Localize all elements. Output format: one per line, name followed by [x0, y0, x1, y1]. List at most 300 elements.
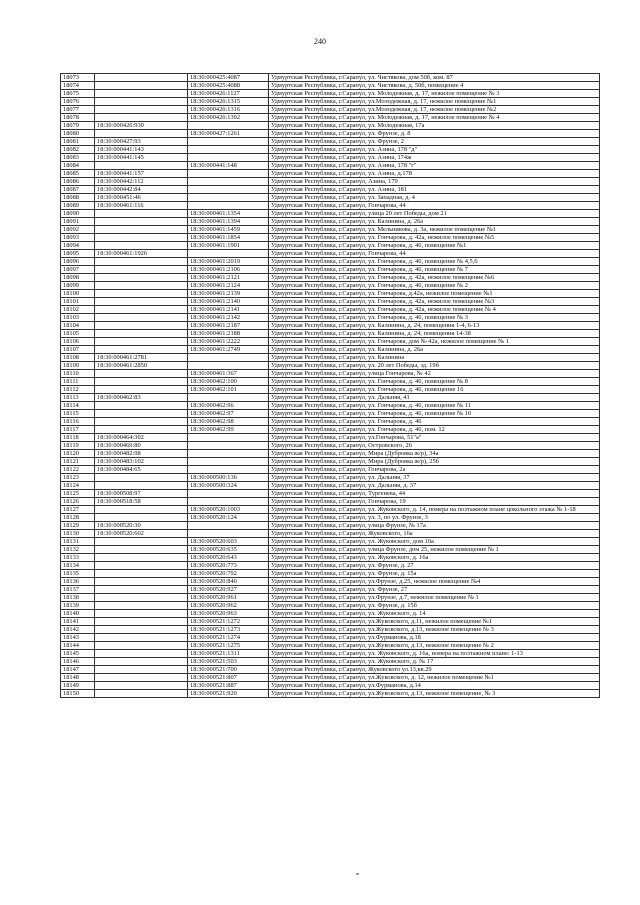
- cadastral-number-cell: [95, 410, 188, 418]
- row-number-cell: 18082: [61, 146, 95, 154]
- table-row: [61, 426, 600, 434]
- premises-cadastral-cell: 18:30:000461:2121: [188, 274, 269, 282]
- premises-cadastral-cell: 18:30:000462:101: [188, 386, 269, 394]
- premises-cadastral-cell: 18:30:000461:2106: [188, 266, 269, 274]
- table-row: [61, 634, 600, 642]
- table-row: [61, 362, 600, 370]
- address-cell: Удмуртская Республика, г.Сарапул, Мира (Дубровка ж/р), 25б: [269, 458, 600, 466]
- cadastral-number-cell: [95, 106, 188, 114]
- premises-cadastral-cell: 18:30:000461:2019: [188, 258, 269, 266]
- premises-cadastral-cell: 18:30:000520:603: [188, 538, 269, 546]
- premises-cadastral-cell: 18:30:000500:324: [188, 482, 269, 490]
- cadastral-number-cell: 18:30:000442:84: [95, 186, 188, 194]
- premises-cadastral-cell: 18:30:000425:4087: [188, 74, 269, 82]
- row-number-cell: 18077: [61, 106, 95, 114]
- cadastral-number-cell: [95, 690, 188, 698]
- row-number-cell: 18125: [61, 490, 95, 498]
- registry-table: [60, 73, 600, 698]
- premises-cadastral-cell: 18:30:000461:2188: [188, 330, 269, 338]
- premises-cadastral-cell: 18:30:000462:99: [188, 426, 269, 434]
- address-cell: Удмуртская Республика, г.Сарапул, ул. Гончарова, д. 46, помещение № 3: [269, 314, 600, 322]
- premises-cadastral-cell: 18:30:000520:961: [188, 594, 269, 602]
- table-row: [61, 106, 600, 114]
- row-number-cell: 18113: [61, 394, 95, 402]
- cadastral-number-cell: 18:30:000482:98: [95, 450, 188, 458]
- address-cell: Удмуртская Республика, г.Сарапул, ул. Калинина, д. 26а: [269, 218, 600, 226]
- row-number-cell: 18080: [61, 130, 95, 138]
- registry-table-body: [61, 74, 600, 698]
- table-row: [61, 122, 600, 130]
- address-cell: Удмуртская Республика, г.Сарапул, ул.Жуковского, д.13, нежилое помещение № 3: [269, 626, 600, 634]
- cadastral-number-cell: [95, 642, 188, 650]
- table-row: [61, 346, 600, 354]
- table-row: [61, 242, 600, 250]
- row-number-cell: 18148: [61, 674, 95, 682]
- address-cell: Удмуртская Республика, г.Сарапул, ул. Жуковского, д. № 17: [269, 658, 600, 666]
- premises-cadastral-cell: 18:30:000520:927: [188, 586, 269, 594]
- table-row: [61, 266, 600, 274]
- row-number-cell: 18086: [61, 178, 95, 186]
- table-row: [61, 570, 600, 578]
- row-number-cell: 18117: [61, 426, 95, 434]
- premises-cadastral-cell: 18:30:000461:367: [188, 370, 269, 378]
- address-cell: Удмуртская Республика, г.Сарапул, Тургенева, 44: [269, 490, 600, 498]
- address-cell: Удмуртская Республика, г.Сарапул, Островского, 26: [269, 442, 600, 450]
- row-number-cell: 18123: [61, 474, 95, 482]
- address-cell: Удмуртская Республика, г.Сарапул, ул. Калинина, д. 24, помещения 1-4, 6-13: [269, 322, 600, 330]
- address-cell: Удмуртская Республика, г.Сарапул, Жуковского, 16а: [269, 530, 600, 538]
- premises-cadastral-cell: 18:30:000461:2141: [188, 306, 269, 314]
- premises-cadastral-cell: [188, 186, 269, 194]
- table-row: [61, 578, 600, 586]
- premises-cadastral-cell: 18:30:000461:1854: [188, 234, 269, 242]
- premises-cadastral-cell: [188, 490, 269, 498]
- cadastral-number-cell: [95, 610, 188, 618]
- row-number-cell: 18084: [61, 162, 95, 170]
- row-number-cell: 18096: [61, 258, 95, 266]
- table-row: [61, 514, 600, 522]
- premises-cadastral-cell: [188, 138, 269, 146]
- cadastral-number-cell: 18:30:000462:83: [95, 394, 188, 402]
- premises-cadastral-cell: 18:30:000441:148: [188, 162, 269, 170]
- cadastral-number-cell: [95, 474, 188, 482]
- cadastral-number-cell: [95, 618, 188, 626]
- cadastral-number-cell: [95, 506, 188, 514]
- row-number-cell: 18088: [61, 194, 95, 202]
- address-cell: Удмуртская Республика, г.Сарапул, Жуковского ул.13,кв.29: [269, 666, 600, 674]
- table-row: [61, 114, 600, 122]
- row-number-cell: 18083: [61, 154, 95, 162]
- table-row: [61, 690, 600, 698]
- address-cell: Удмуртская Республика, г.Сарапул, Гончарова, 44: [269, 250, 600, 258]
- row-number-cell: 18137: [61, 586, 95, 594]
- address-cell: Удмуртская Республика, г.Сарапул, ул. Гончарова, д. 42а, нежилое помещение № 4: [269, 306, 600, 314]
- address-cell: Удмуртская Республика, г.Сарапул, ул. Жуковского, д. 14: [269, 610, 600, 618]
- row-number-cell: 18074: [61, 82, 95, 90]
- address-cell: Удмуртская Республика, г.Сарапул, улица Гончарова, № 42: [269, 370, 600, 378]
- row-number-cell: 18101: [61, 298, 95, 306]
- table-row: [61, 506, 600, 514]
- address-cell: Удмуртская Республика, г.Сарапул, ул.Фрунзе, д.25, нежилое помещение №4: [269, 578, 600, 586]
- address-cell: Удмуртская Республика, г.Сарапул, ул. Азина, 178 "г": [269, 162, 600, 170]
- row-number-cell: 18122: [61, 466, 95, 474]
- address-cell: Удмуртская Республика, г.Сарапул, ул. Жуковского, д. 16а: [269, 554, 600, 562]
- address-cell: Удмуртская Республика, г.Сарапул, ул.Фрунзе, д.7, нежилое помещение № 1: [269, 594, 600, 602]
- row-number-cell: 18093: [61, 234, 95, 242]
- table-row: [61, 562, 600, 570]
- table-row: [61, 306, 600, 314]
- cadastral-number-cell: [95, 562, 188, 570]
- address-cell: Удмуртская Республика, г.Сарапул, ул. Гончарова, д. 42а, нежилое помещение №3: [269, 298, 600, 306]
- address-cell: Удмуртская Республика, г.Сарапул, ул. Азина, 181: [269, 186, 600, 194]
- address-cell: Удмуртская Республика, г.Сарапул, ул.Жуковского, д.13, нежилое помещение, № 3: [269, 690, 600, 698]
- premises-cadastral-cell: [188, 122, 269, 130]
- address-cell: Удмуртская Республика, г.Сарапул, Мира (Дубровка ж/р), 34а: [269, 450, 600, 458]
- table-row: [61, 258, 600, 266]
- table-row: [61, 442, 600, 450]
- row-number-cell: 18121: [61, 458, 95, 466]
- premises-cadastral-cell: 18:30:000520:963: [188, 610, 269, 618]
- premises-cadastral-cell: [188, 442, 269, 450]
- scan-speck: [356, 873, 359, 875]
- table-row: [61, 314, 600, 322]
- table-row: [61, 682, 600, 690]
- premises-cadastral-cell: [188, 498, 269, 506]
- table-row: [61, 458, 600, 466]
- table-row: [61, 618, 600, 626]
- cadastral-number-cell: [95, 586, 188, 594]
- address-cell: Удмуртская Республика, г.Сарапул, ул. Фрунзе, д. 15б: [269, 602, 600, 610]
- row-number-cell: 18110: [61, 370, 95, 378]
- cadastral-number-cell: [95, 90, 188, 98]
- premises-cadastral-cell: 18:30:000461:2222: [188, 338, 269, 346]
- cadastral-number-cell: [95, 538, 188, 546]
- address-cell: Удмуртская Республика, г.Сарапул, улица Фрунзе, дом 25, нежилое помещение № 1: [269, 546, 600, 554]
- row-number-cell: 18090: [61, 210, 95, 218]
- address-cell: Удмуртская Республика, г.Сарапул, ул.Фурманова, д.18: [269, 634, 600, 642]
- table-row: [61, 642, 600, 650]
- premises-cadastral-cell: 18:30:000427:1261: [188, 130, 269, 138]
- address-cell: Удмуртская Республика, г.Сарапул, ул. Гончарова, д. 42а, нежилое помещение №5: [269, 234, 600, 242]
- cadastral-number-cell: [95, 682, 188, 690]
- table-row: [61, 402, 600, 410]
- table-row: [61, 330, 600, 338]
- table-row: [61, 418, 600, 426]
- row-number-cell: 18089: [61, 202, 95, 210]
- cadastral-number-cell: [95, 338, 188, 346]
- row-number-cell: 18145: [61, 650, 95, 658]
- row-number-cell: 18107: [61, 346, 95, 354]
- premises-cadastral-cell: 18:30:000520:643: [188, 554, 269, 562]
- table-row: [61, 394, 600, 402]
- premises-cadastral-cell: 18:30:000426:1316: [188, 106, 269, 114]
- page-number: 240: [314, 37, 326, 46]
- cadastral-number-cell: 18:30:000426:930: [95, 122, 188, 130]
- address-cell: Удмуртская Республика, г.Сарапул, ул. Калинина: [269, 354, 600, 362]
- address-cell: Удмуртская Республика, г.Сарапул, ул. Дальняя, д. 37: [269, 482, 600, 490]
- cadastral-number-cell: [95, 242, 188, 250]
- cadastral-number-cell: [95, 602, 188, 610]
- row-number-cell: 18120: [61, 450, 95, 458]
- row-number-cell: 18139: [61, 602, 95, 610]
- row-number-cell: 18104: [61, 322, 95, 330]
- cadastral-number-cell: 18:30:000441:157: [95, 170, 188, 178]
- premises-cadastral-cell: [188, 466, 269, 474]
- cadastral-number-cell: [95, 114, 188, 122]
- table-row: [61, 274, 600, 282]
- table-row: [61, 650, 600, 658]
- row-number-cell: 18073: [61, 74, 95, 82]
- premises-cadastral-cell: 18:30:000521:503: [188, 658, 269, 666]
- table-row: [61, 298, 600, 306]
- row-number-cell: 18103: [61, 314, 95, 322]
- premises-cadastral-cell: 18:30:000521:700: [188, 666, 269, 674]
- premises-cadastral-cell: [188, 146, 269, 154]
- premises-cadastral-cell: [188, 202, 269, 210]
- table-row: [61, 130, 600, 138]
- premises-cadastral-cell: 18:30:000461:1354: [188, 210, 269, 218]
- table-row: [61, 186, 600, 194]
- row-number-cell: 18146: [61, 658, 95, 666]
- row-number-cell: 18119: [61, 442, 95, 450]
- address-cell: Удмуртская Республика, г.Сарапул, ул. Молодежная, 17а: [269, 122, 600, 130]
- cadastral-number-cell: [95, 634, 188, 642]
- premises-cadastral-cell: [188, 170, 269, 178]
- address-cell: Удмуртская Республика, г.Сарапул, ул. Гончарова, д. 46: [269, 418, 600, 426]
- row-number-cell: 18131: [61, 538, 95, 546]
- cadastral-number-cell: [95, 674, 188, 682]
- address-cell: Удмуртская Республика, г.Сарапул, ул. Западная, д. 4: [269, 194, 600, 202]
- premises-cadastral-cell: 18:30:000520:962: [188, 602, 269, 610]
- row-number-cell: 18111: [61, 378, 95, 386]
- address-cell: Удмуртская Республика, г.Сарапул, ул. Чистякова, д. 50б, помещение 4: [269, 82, 600, 90]
- table-row: [61, 538, 600, 546]
- cadastral-number-cell: [95, 554, 188, 562]
- table-row: [61, 378, 600, 386]
- premises-cadastral-cell: 18:30:000520:773: [188, 562, 269, 570]
- row-number-cell: 18126: [61, 498, 95, 506]
- address-cell: Удмуртская Республика, г.Сарапул, ул. Азина, 178 "д": [269, 146, 600, 154]
- premises-cadastral-cell: 18:30:000461:1901: [188, 242, 269, 250]
- address-cell: Удмуртская Республика, г.Сарапул, ул. Фрунзе, д. 8: [269, 130, 600, 138]
- premises-cadastral-cell: 18:30:000520:124: [188, 514, 269, 522]
- premises-cadastral-cell: [188, 394, 269, 402]
- address-cell: Удмуртская Республика, г.Сарапул, ул. Фрунзе, д. 15а: [269, 570, 600, 578]
- table-row: [61, 474, 600, 482]
- address-cell: Удмуртская Республика, г.Сарапул, Гончарова, 19: [269, 498, 600, 506]
- row-number-cell: 18087: [61, 186, 95, 194]
- address-cell: Удмуртская Республика, г.Сарапул, ул. Жуковского, д. 14, помера на поэтажном плане цокольного этажа № 1-18: [269, 506, 600, 514]
- row-number-cell: 18128: [61, 514, 95, 522]
- premises-cadastral-cell: 18:30:000462:96: [188, 402, 269, 410]
- table-row: [61, 146, 600, 154]
- table-row: [61, 674, 600, 682]
- cadastral-number-cell: [95, 82, 188, 90]
- cadastral-number-cell: [95, 482, 188, 490]
- cadastral-number-cell: 18:30:000520:602: [95, 530, 188, 538]
- address-cell: Удмуртская Республика, г.Сарапул, ул. Чистякова, дом 50б, ком. 87: [269, 74, 600, 82]
- cadastral-number-cell: [95, 330, 188, 338]
- address-cell: Удмуртская Республика, г.Сарапул, ул. Азина, д.178: [269, 170, 600, 178]
- cadastral-number-cell: [95, 306, 188, 314]
- address-cell: Удмуртская Республика, г.Сарапул, ул. Калинина, д. 24, помещения 14-38: [269, 330, 600, 338]
- row-number-cell: 18109: [61, 362, 95, 370]
- row-number-cell: 18150: [61, 690, 95, 698]
- premises-cadastral-cell: [188, 450, 269, 458]
- address-cell: Удмуртская Республика, г.Сарапул, ул. Фрунзе, 2: [269, 138, 600, 146]
- table-row: [61, 250, 600, 258]
- row-number-cell: 18095: [61, 250, 95, 258]
- premises-cadastral-cell: [188, 194, 269, 202]
- table-row: [61, 410, 600, 418]
- cadastral-number-cell: [95, 74, 188, 82]
- cadastral-number-cell: [95, 626, 188, 634]
- address-cell: Удмуртская Республика, г.Сарапул, ул.Молодежная, д. 17, нежилое помещение №2: [269, 106, 600, 114]
- premises-cadastral-cell: [188, 354, 269, 362]
- table-row: [61, 610, 600, 618]
- premises-cadastral-cell: 18:30:000461:2124: [188, 282, 269, 290]
- cadastral-number-cell: 18:30:000484:65: [95, 466, 188, 474]
- address-cell: Удмуртская Республика, г.Сарапул, ул. Калинина, д. 26а: [269, 346, 600, 354]
- address-cell: Удмуртская Республика, г.Сарапул, Азина, 179: [269, 178, 600, 186]
- table-row: [61, 74, 600, 82]
- premises-cadastral-cell: [188, 250, 269, 258]
- table-row: [61, 194, 600, 202]
- row-number-cell: 18092: [61, 226, 95, 234]
- address-cell: Удмуртская Республика, г.Сарапул, ул. Гончарова, д. 46, пом. 12: [269, 426, 600, 434]
- address-cell: Удмуртская Республика, г.Сарапул, ул.Жуковского, д.13, нежилое помещение № 2: [269, 642, 600, 650]
- row-number-cell: 18135: [61, 570, 95, 578]
- row-number-cell: 18144: [61, 642, 95, 650]
- cadastral-number-cell: 18:30:000483:102: [95, 458, 188, 466]
- address-cell: Удмуртская Республика, г.Сарапул, ул. Гончарова, д. 46, помещение № 8: [269, 378, 600, 386]
- premises-cadastral-cell: 18:30:000462:97: [188, 410, 269, 418]
- row-number-cell: 18106: [61, 338, 95, 346]
- row-number-cell: 18108: [61, 354, 95, 362]
- table-row: [61, 234, 600, 242]
- cadastral-number-cell: 18:30:000461:1926: [95, 250, 188, 258]
- table-row: [61, 290, 600, 298]
- table-row: [61, 178, 600, 186]
- row-number-cell: 18097: [61, 266, 95, 274]
- table-row: [61, 154, 600, 162]
- address-cell: Удмуртская Республика, г.Сарапул, ул. Дальняя, 37: [269, 474, 600, 482]
- table-row: [61, 658, 600, 666]
- row-number-cell: 18138: [61, 594, 95, 602]
- row-number-cell: 18143: [61, 634, 95, 642]
- row-number-cell: 18079: [61, 122, 95, 130]
- table-row: [61, 434, 600, 442]
- row-number-cell: 18099: [61, 282, 95, 290]
- cadastral-number-cell: [95, 594, 188, 602]
- address-cell: Удмуртская Республика, г.Сарапул, ул. 3, по ул. Фрунзе, 3: [269, 514, 600, 522]
- cadastral-number-cell: 18:30:000441:145: [95, 154, 188, 162]
- row-number-cell: 18115: [61, 410, 95, 418]
- table-row: [61, 226, 600, 234]
- cadastral-number-cell: [95, 514, 188, 522]
- table-row: [61, 522, 600, 530]
- address-cell: Удмуртская Республика, г.Сарапул, ул. 20 лет Победы, зд. 19б: [269, 362, 600, 370]
- premises-cadastral-cell: [188, 362, 269, 370]
- cadastral-number-cell: 18:30:000469:80: [95, 442, 188, 450]
- row-number-cell: 18134: [61, 562, 95, 570]
- premises-cadastral-cell: [188, 458, 269, 466]
- address-cell: Удмуртская Республика, г.Сарапул, ул.Жуковского, д. 12, нежилое помещение №1: [269, 674, 600, 682]
- table-row: [61, 482, 600, 490]
- cadastral-number-cell: [95, 314, 188, 322]
- cadastral-number-cell: 18:30:000461:2850: [95, 362, 188, 370]
- cadastral-number-cell: [95, 226, 188, 234]
- cadastral-number-cell: [95, 234, 188, 242]
- address-cell: Удмуртская Республика, г.Сарапул, ул. Гончарова, дом № 42а, нежилое помещение № 1: [269, 338, 600, 346]
- premises-cadastral-cell: 18:30:000520:792: [188, 570, 269, 578]
- cadastral-number-cell: [95, 370, 188, 378]
- table-row: [61, 530, 600, 538]
- cadastral-number-cell: [95, 290, 188, 298]
- row-number-cell: 18127: [61, 506, 95, 514]
- table-row: [61, 450, 600, 458]
- premises-cadastral-cell: [188, 434, 269, 442]
- row-number-cell: 18136: [61, 578, 95, 586]
- cadastral-number-cell: [95, 386, 188, 394]
- cadastral-number-cell: [95, 210, 188, 218]
- row-number-cell: 18132: [61, 546, 95, 554]
- table-row: [61, 666, 600, 674]
- address-cell: Удмуртская Республика, г.Сарапул, ул. Азина, 174ж: [269, 154, 600, 162]
- premises-cadastral-cell: [188, 530, 269, 538]
- premises-cadastral-cell: 18:30:000461:1459: [188, 226, 269, 234]
- cadastral-number-cell: [95, 426, 188, 434]
- address-cell: Удмуртская Республика, г.Сарапул, ул. Мельникова, д. 3а, нежилое помещение №1: [269, 226, 600, 234]
- address-cell: Удмуртская Республика, г.Сарапул, ул. Гончарова, д. 46, помещение № 11: [269, 402, 600, 410]
- cadastral-number-cell: [95, 378, 188, 386]
- table-row: [61, 202, 600, 210]
- row-number-cell: 18133: [61, 554, 95, 562]
- row-number-cell: 18081: [61, 138, 95, 146]
- table-row: [61, 602, 600, 610]
- table-row: [61, 98, 600, 106]
- table-row: [61, 586, 600, 594]
- premises-cadastral-cell: [188, 522, 269, 530]
- cadastral-number-cell: 18:30:000518:58: [95, 498, 188, 506]
- address-cell: Удмуртская Республика, г.Сарапул, Гончарова, 2а: [269, 466, 600, 474]
- cadastral-number-cell: 18:30:000464:302: [95, 434, 188, 442]
- cadastral-number-cell: [95, 258, 188, 266]
- premises-cadastral-cell: 18:30:000461:2139: [188, 290, 269, 298]
- premises-cadastral-cell: 18:30:000426:1315: [188, 98, 269, 106]
- row-number-cell: 18075: [61, 90, 95, 98]
- address-cell: Удмуртская Республика, г.Сарапул, ул. Гончарова, д. 46, помещение № 4,5,6: [269, 258, 600, 266]
- address-cell: Удмуртская Республика, г.Сарапул, ул.Жуковского, д.11, нежилое помещение №1: [269, 618, 600, 626]
- address-cell: Удмуртская Республика, г.Сарапул, ул. Гончарова, д.42а, нежилое помещение №1: [269, 290, 600, 298]
- row-number-cell: 18112: [61, 386, 95, 394]
- address-cell: Удмуртская Республика, г.Сарапул, ул. Жуковского, д. 16а, номера на поэтажном плане: 1-13: [269, 650, 600, 658]
- table-row: [61, 594, 600, 602]
- cadastral-number-cell: [95, 162, 188, 170]
- address-cell: Удмуртская Республика, г.Сарапул, ул. Жуковского, дом 10а: [269, 538, 600, 546]
- premises-cadastral-cell: 18:30:000461:2142: [188, 314, 269, 322]
- cadastral-number-cell: 18:30:000508:97: [95, 490, 188, 498]
- table-row: [61, 90, 600, 98]
- row-number-cell: 18116: [61, 418, 95, 426]
- premises-cadastral-cell: 18:30:000426:1392: [188, 114, 269, 122]
- cadastral-number-cell: [95, 266, 188, 274]
- address-cell: Удмуртская Республика, г.Сарапул, ул.Гончарова, 51"а": [269, 434, 600, 442]
- row-number-cell: 18102: [61, 306, 95, 314]
- cadastral-number-cell: [95, 570, 188, 578]
- address-cell: Удмуртская Республика, г.Сарапул, ул. Дальняя, 41: [269, 394, 600, 402]
- address-cell: Удмуртская Республика, г.Сарапул, ул. Фрунзе, д. 27: [269, 562, 600, 570]
